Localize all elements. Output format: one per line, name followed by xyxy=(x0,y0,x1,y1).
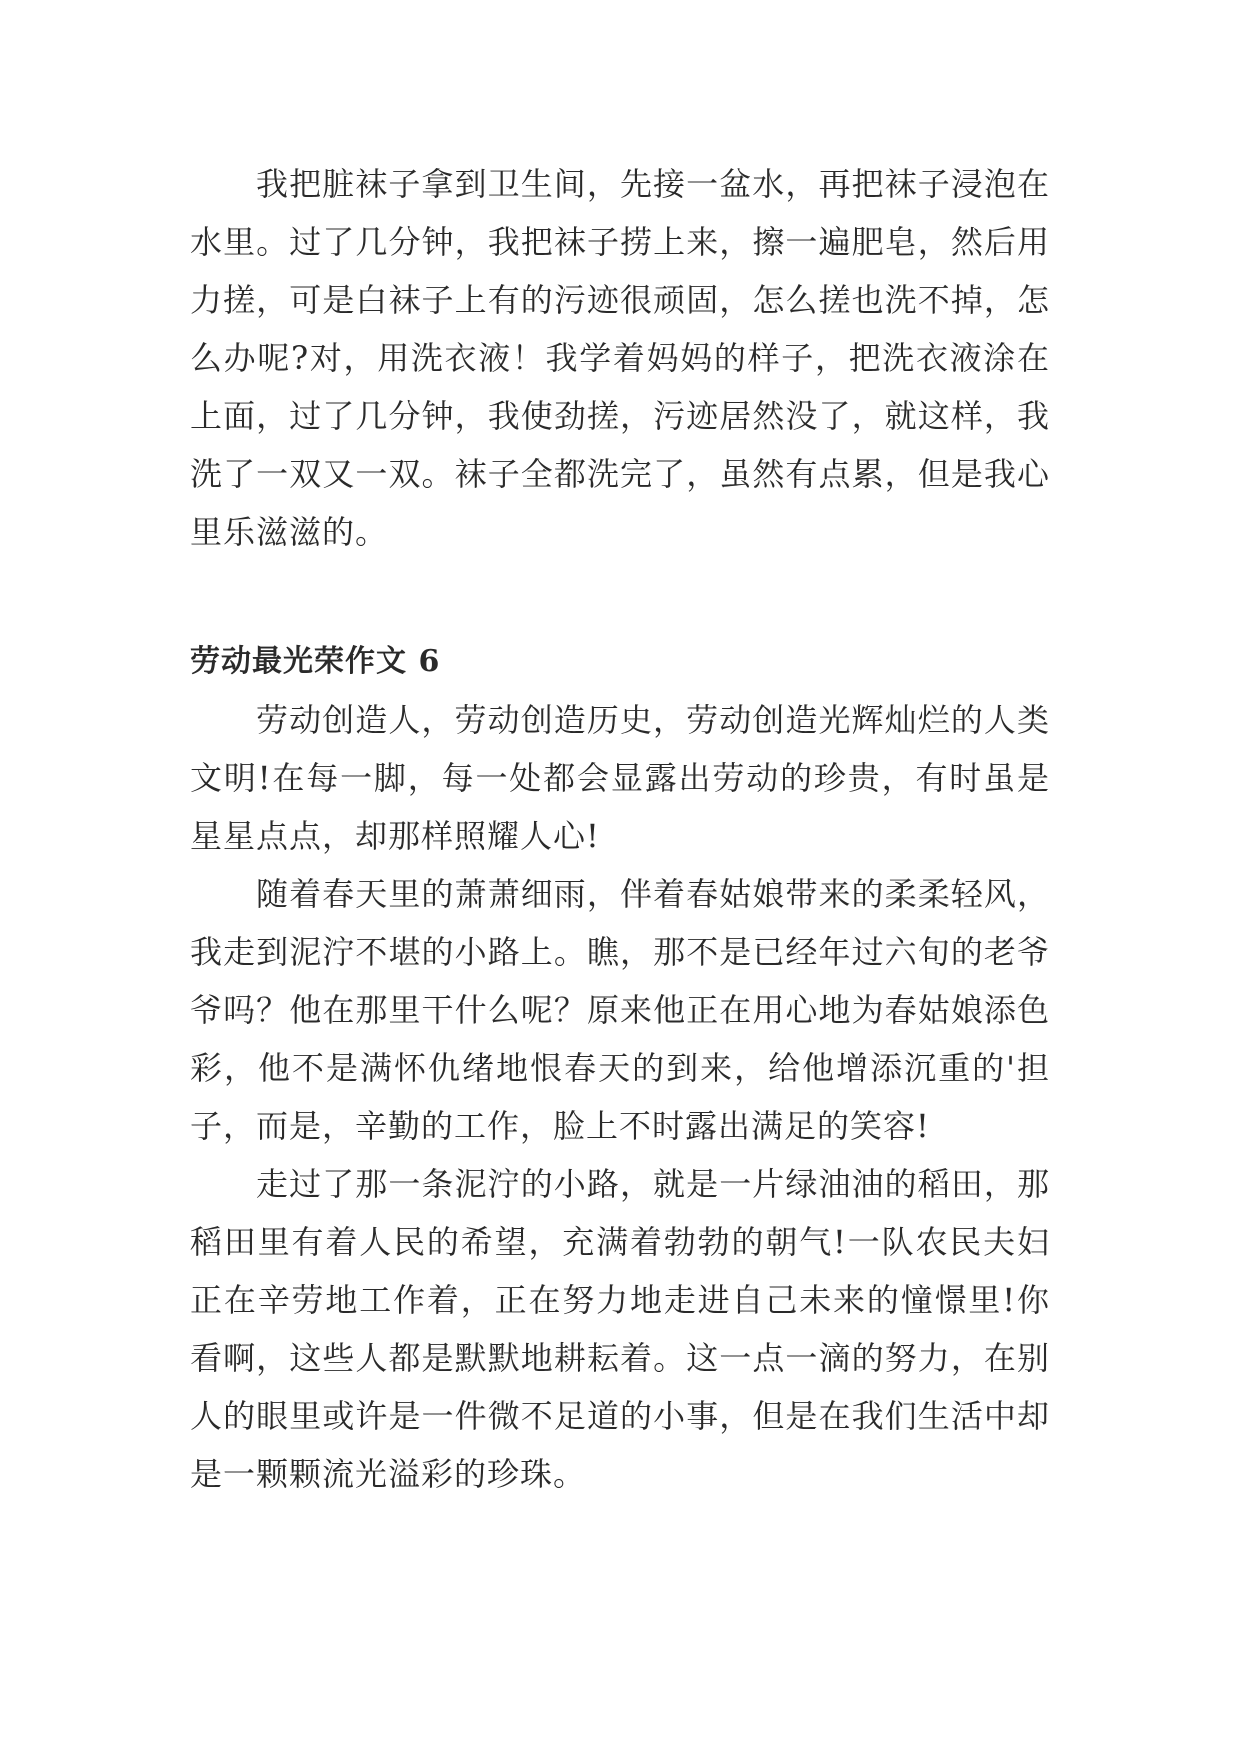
section-title: 劳动最光荣作文 6 xyxy=(190,644,441,679)
document-body xyxy=(190,155,1050,1503)
paragraph-rice-field: 走过了那一条泥泞的小路，就是一片绿油油的稻田，那稻田里有着人民的希望，充满着勃勃的朝气!一队农民夫妇正在辛劳地工作着，正在努力地走进自己未来的憧憬里!你看啊，这些人都是默默地耕耘着。这一点一滴的努力，在别人的眼里或许是一件微不足道的小事，但是在我们生活中却是一颗颗流光溢彩的珍珠。 xyxy=(190,1165,1050,1493)
paragraph-spring-rain: 随着春天里的萧萧细雨，伴着春姑娘带来的柔柔轻风，我走到泥泞不堪的小路上。瞧，那不是已经年过六旬的老爷爷吗？他在那里干什么呢？原来他正在用心地为春姑娘添色彩，他不是满怀仇绪地恨春天的到来，给他增添沉重的'担子，而是，辛勤的工作，脸上不时露出满足的笑容! xyxy=(190,875,1050,1145)
paragraph-labor-creates: 劳动创造人，劳动创造历史，劳动创造光辉灿烂的人类文明!在每一脚，每一处都会显露出劳动的珍贵，有时虽是星星点点，却那样照耀人心! xyxy=(190,701,1050,855)
paragraph-washing-socks: 我把脏袜子拿到卫生间，先接一盆水，再把袜子浸泡在水里。过了几分钟，我把袜子捞上来，擦一遍肥皂，然后用力搓，可是白袜子上有的污迹很顽固，怎么搓也洗不掉，怎么办呢?对，用洗衣液！我学着妈妈的样子，把洗衣液涂在上面，过了几分钟，我使劲搓，污迹居然没了，就这样，我洗了一双又一双。袜子全都洗完了，虽然有点累，但是我心里乐滋滋的。 xyxy=(190,165,1050,551)
